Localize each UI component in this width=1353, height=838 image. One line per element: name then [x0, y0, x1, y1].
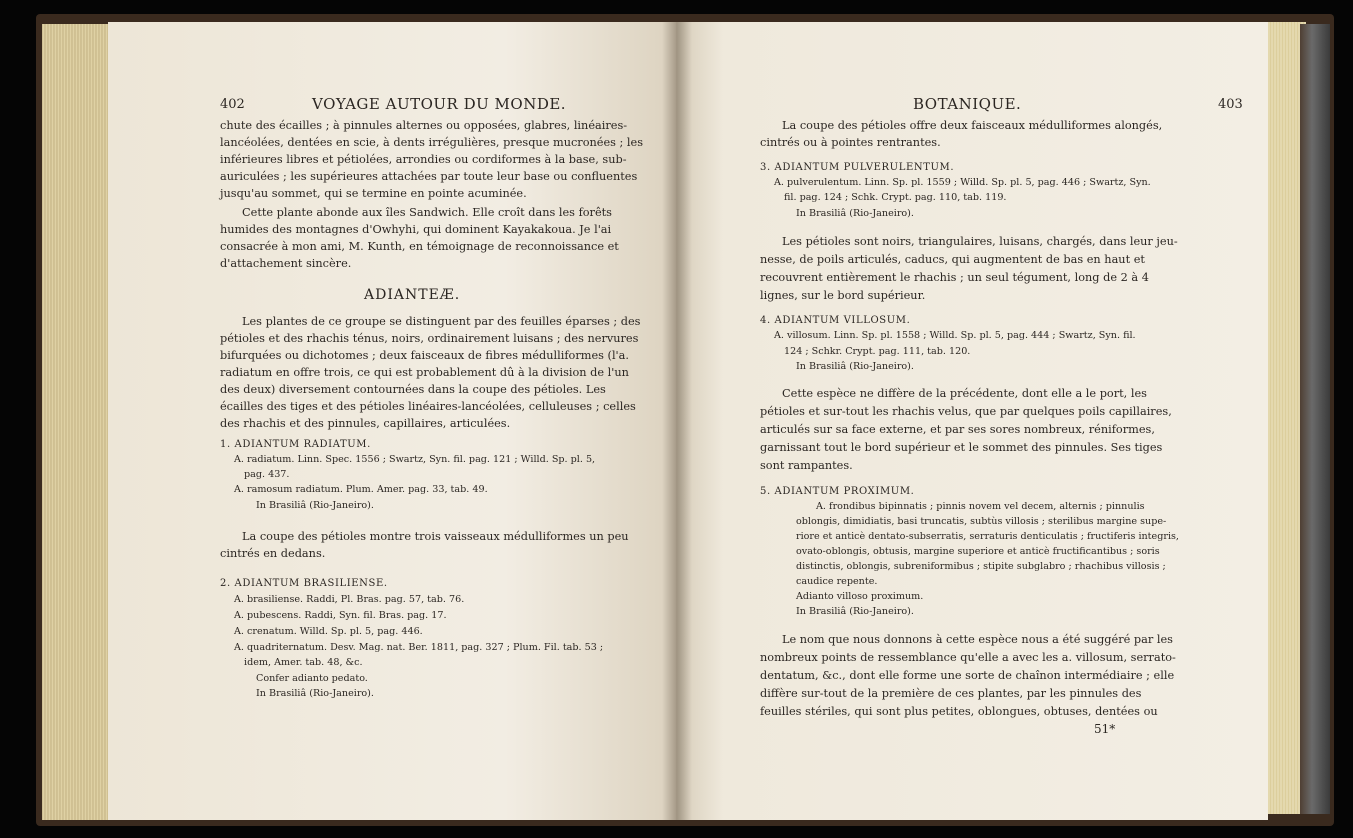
paragraph-line: pétioles et sur-tout les rhachis velus, que par quelques poils capillaires,	[760, 405, 1172, 418]
paragraph-line: La coupe des pétioles montre trois vaisseaux médulliformes un peu	[242, 530, 629, 543]
paragraph-line: nesse, de poils articulés, caducs, qui augmentent de bas en haut et	[760, 253, 1145, 266]
right-page	[676, 22, 1268, 820]
reference-line: pag. 437.	[244, 469, 290, 480]
paragraph-line: des deux) diversement contournées dans la coupe des pétioles. Les	[220, 383, 606, 396]
left-page-edges	[42, 24, 112, 820]
section-title: ADIANTEÆ.	[364, 287, 461, 303]
paragraph-line: diffère sur-tout de la première de ces plantes, par les pinnules des	[760, 687, 1142, 700]
species-title: 3. ADIANTUM PULVERULENTUM.	[760, 162, 955, 173]
reference-line: In Brasiliâ (Rio-Janeiro).	[796, 208, 914, 219]
paragraph-line: lignes, sur le bord supérieur.	[760, 289, 926, 302]
species-title: 4. ADIANTUM VILLOSUM.	[760, 315, 911, 326]
description-line: oblongis, dimidiatis, basi truncatis, subtùs villosis ; sterilibus margine supe-	[796, 516, 1167, 527]
reference-line: A. pubescens. Raddi, Syn. fil. Bras. pag. 17.	[234, 610, 447, 621]
paragraph-line: garnissant tout le bord supérieur et le sommet des pinnules. Ses tiges	[760, 441, 1163, 454]
reference-line: A. pulverulentum. Linn. Sp. pl. 1559 ; Willd. Sp. pl. 5, pag. 446 ; Swartz, Syn.	[774, 177, 1151, 188]
paragraph-line: sont rampantes.	[760, 459, 853, 472]
paragraph-line: Les plantes de ce groupe se distinguent par des feuilles éparses ; des	[242, 315, 641, 328]
paragraph-line: radiatum en offre trois, ce qui est probablement dû à la division de l'un	[220, 366, 629, 379]
paragraph-line: auriculées ; les supérieures attachées par toute leur base ou confluentes	[220, 170, 638, 183]
reference-line: In Brasiliâ (Rio-Janeiro).	[256, 688, 374, 699]
paragraph-line: des rhachis et des pinnules, capillaires, articulées.	[220, 417, 511, 430]
description-line: distinctis, oblongis, subreniformibus ; stipite subglabro ; rhachibus villosis ;	[796, 561, 1166, 572]
paragraph-line: pétioles et des rhachis ténus, noirs, ordinairement luisans ; des nervures	[220, 332, 639, 345]
paragraph-line: nombreux points de ressemblance qu'elle a avec les a. villosum, serrato-	[760, 651, 1176, 664]
paragraph-line: Le nom que nous donnons à cette espèce nous a été suggéré par les	[782, 633, 1173, 646]
reference-line: A. brasiliense. Raddi, Pl. Bras. pag. 57, tab. 76.	[234, 594, 465, 605]
page-number: 402	[220, 97, 245, 112]
description-line: A. frondibus bipinnatis ; pinnis novem vel decem, alternis ; pinnulis	[816, 501, 1145, 512]
reference-line: Confer adianto pedato.	[256, 673, 368, 684]
page-number: 403	[1218, 97, 1243, 112]
description-line: ovato-oblongis, obtusis, margine superiore et anticè fructificantibus ; soris	[796, 546, 1160, 557]
species-title: 1. ADIANTUM RADIATUM.	[220, 439, 371, 450]
paragraph-line: cintrés en dedans.	[220, 547, 326, 560]
reference-line: A. radiatum. Linn. Spec. 1556 ; Swartz, Syn. fil. pag. 121 ; Willd. Sp. pl. 5,	[234, 454, 596, 465]
reference-line: In Brasiliâ (Rio-Janeiro).	[256, 500, 374, 511]
paragraph-line: Cette plante abonde aux îles Sandwich. Elle croît dans les forêts	[242, 206, 612, 219]
paragraph-line: chute des écailles ; à pinnules alternes ou opposées, glabres, linéaires-	[220, 119, 628, 132]
paragraph-line: La coupe des pétioles offre deux faisceaux médulliformes alongés,	[782, 119, 1163, 132]
book-cover-edge	[1300, 24, 1330, 814]
reference-line: In Brasiliâ (Rio-Janeiro).	[796, 361, 914, 372]
running-head: BOTANIQUE.	[913, 95, 1022, 113]
description-line: caudice repente.	[796, 576, 878, 587]
paragraph-line: consacrée à mon ami, M. Kunth, en témoignage de reconnoissance et	[220, 240, 619, 253]
left-page	[108, 22, 676, 820]
reference-line: A. crenatum. Willd. Sp. pl. 5, pag. 446.	[234, 626, 423, 637]
paragraph-line: bifurquées ou dichotomes ; deux faisceaux de fibres médulliformes (l'a.	[220, 349, 629, 362]
signature-mark: 51*	[1094, 722, 1116, 736]
species-title: 5. ADIANTUM PROXIMUM.	[760, 486, 915, 497]
reference-line: 124 ; Schkr. Crypt. pag. 111, tab. 120.	[784, 346, 971, 357]
description-line: Adianto villoso proximum.	[796, 591, 924, 602]
paragraph-line: dentatum, &c., dont elle forme une sorte de chaînon intermédiaire ; elle	[760, 669, 1175, 682]
book-gutter-shadow	[662, 22, 692, 820]
paragraph-line: articulés sur sa face externe, et par ses sores nombreux, réniformes,	[760, 423, 1155, 436]
paragraph-line: recouvrent entièrement le rhachis ; un seul tégument, long de 2 à 4	[760, 271, 1149, 284]
paragraph-line: feuilles stériles, qui sont plus petites, oblongues, obtuses, dentées ou	[760, 705, 1158, 718]
reference-line: A. quadriternatum. Desv. Mag. nat. Ber. 1811, pag. 327 ; Plum. Fil. tab. 53 ;	[234, 642, 604, 653]
paragraph-line: humides des montagnes d'Owhyhi, qui dominent Kayakakoua. Je l'ai	[220, 223, 612, 236]
paragraph-line: Les pétioles sont noirs, triangulaires, luisans, chargés, dans leur jeu-	[782, 235, 1178, 248]
paragraph-line: écailles des tiges et des pétioles linéaires-lancéolées, celluleuses ; celles	[220, 400, 636, 413]
paragraph-line: d'attachement sincère.	[220, 257, 352, 270]
paragraph-line: inférieures libres et pétiolées, arrondies ou cordiformes à la base, sub-	[220, 153, 627, 166]
species-title: 2. ADIANTUM BRASILIENSE.	[220, 578, 388, 589]
description-line: In Brasiliâ (Rio-Janeiro).	[796, 606, 914, 617]
paragraph-line: jusqu'au sommet, qui se termine en pointe acuminée.	[220, 187, 527, 200]
paragraph-line: cintrés ou à pointes rentrantes.	[760, 136, 941, 149]
running-head: VOYAGE AUTOUR DU MONDE.	[312, 95, 567, 113]
paragraph-line: lancéolées, dentées en scie, à dents irrégulières, presque mucronées ; les	[220, 136, 644, 149]
description-line: riore et anticè dentato-subserratis, serraturis denticulatis ; fructiferis integris,	[796, 531, 1179, 542]
reference-line: A. villosum. Linn. Sp. pl. 1558 ; Willd. Sp. pl. 5, pag. 444 ; Swartz, Syn. fil.	[774, 330, 1136, 341]
reference-line: A. ramosum radiatum. Plum. Amer. pag. 33, tab. 49.	[234, 484, 488, 495]
reference-line: fil. pag. 124 ; Schk. Crypt. pag. 110, tab. 119.	[784, 192, 1007, 203]
paragraph-line: Cette espèce ne diffère de la précédente, dont elle a le port, les	[782, 387, 1147, 400]
reference-line: idem, Amer. tab. 48, &c.	[244, 657, 363, 668]
